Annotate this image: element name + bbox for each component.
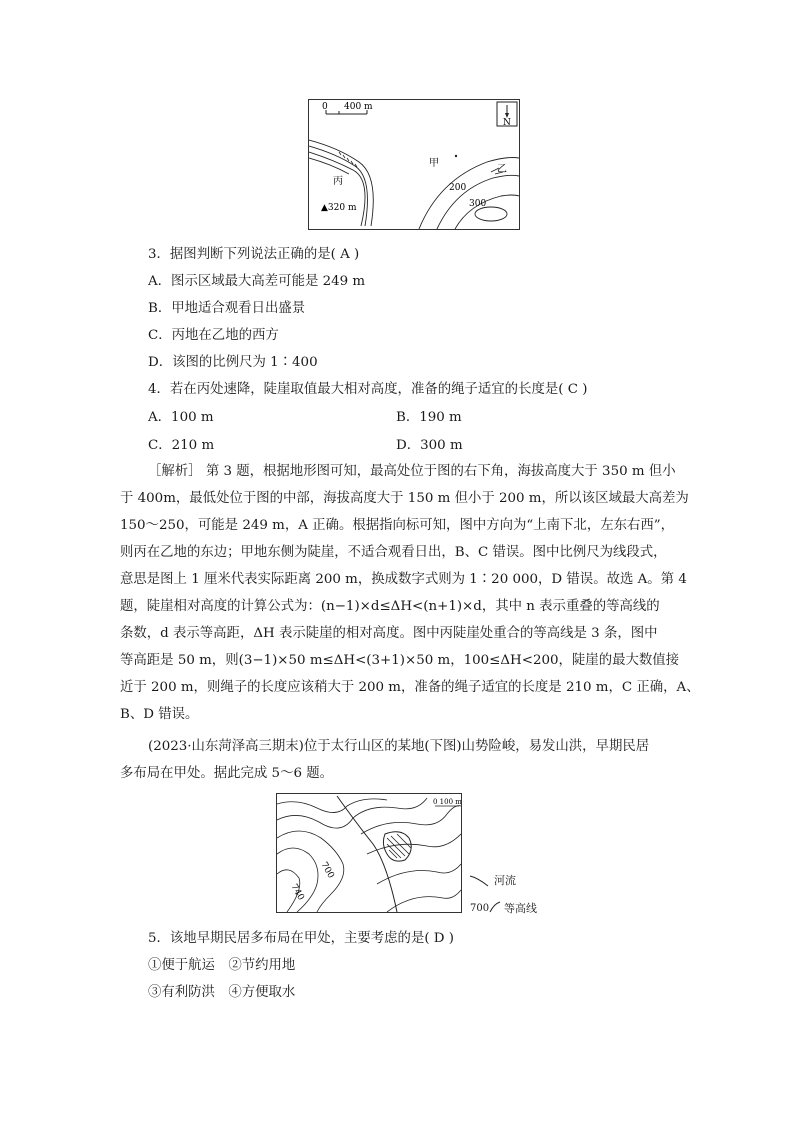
contour-line bbox=[309, 152, 365, 226]
q5-options-34: ③有利防洪 ④方便取水 bbox=[148, 985, 296, 1000]
q4-option-b: B．190 m bbox=[396, 410, 462, 425]
q4-option-a: A．100 m bbox=[148, 410, 214, 425]
scale-label: 400 m bbox=[344, 102, 373, 112]
contour-line bbox=[367, 834, 461, 854]
contour-200-label: 200 bbox=[449, 183, 467, 193]
analysis-line: 则丙在乙地的东边；甲地东侧为陡崖，不适合观看日出，B、C 错误。图中比例尺为线段式， bbox=[120, 545, 667, 560]
analysis-line: 等高距是 50 m，则(3−1)×50 m≤ΔH<(3+1)×50 m，100≤ΔH<200，陡崖的最大数值接 bbox=[120, 653, 680, 668]
label-yi: 乙 bbox=[497, 164, 507, 175]
contour-line bbox=[361, 806, 461, 834]
map2-scale-label: 0 100 m bbox=[433, 798, 461, 806]
analysis-line: 意思是图上 1 厘米代表实际距离 200 m，换成数字式则为 1∶20 000，D 错误。故选 A。第 4 bbox=[120, 572, 687, 587]
contour-700-label: 700 bbox=[318, 860, 336, 881]
analysis-line: 150～250，可能是 249 m，A 正确。根据指向标可知，图中方向为“上南下北，左东右西”， bbox=[120, 518, 675, 533]
map2-svg bbox=[277, 794, 461, 912]
peak-label: ▲320 m bbox=[321, 203, 357, 213]
topographic-map-2 bbox=[276, 793, 462, 913]
q5-options-12: ①便于航运 ②节约用地 bbox=[148, 958, 296, 973]
topographic-map-1 bbox=[308, 99, 520, 230]
contour-740-label: 740 bbox=[288, 882, 306, 903]
analysis-line: 题，陡崖相对高度的计算公式为：(n−1)×d≤ΔH<(n+1)×d，其中 n 表示重叠的等高线的 bbox=[120, 599, 660, 614]
contour-line bbox=[475, 207, 507, 221]
label-bing: 丙 bbox=[333, 176, 343, 187]
legend-river: 河流 bbox=[494, 874, 516, 887]
q3-option-a: A．图示区域最大高差可能是 249 m bbox=[148, 274, 366, 289]
scale-zero: 0 bbox=[322, 102, 328, 112]
q3-option-c: C．丙地在乙地的西方 bbox=[148, 328, 279, 343]
q5-stem: 5．该地早期民居多布局在甲处，主要考虑的是( D ) bbox=[148, 931, 455, 946]
q4-stem: 4．若在丙处速降，陡崖取值最大相对高度，准备的绳子适宜的长度是( C ) bbox=[148, 382, 588, 397]
analysis-line: 近于 200 m，则绳子的长度应该稍大于 200 m，准备的绳子适宜的长度是 210 m，C 正确，A、 bbox=[120, 680, 700, 695]
contour-legend-icon bbox=[488, 900, 502, 914]
north-label: N bbox=[503, 118, 511, 128]
analysis-line: B、D 错误。 bbox=[120, 707, 199, 722]
contour-line bbox=[455, 195, 519, 229]
q4-option-c: C．210 m bbox=[148, 438, 215, 453]
q3-option-b: B．甲地适合观看日出盛景 bbox=[148, 301, 306, 316]
analysis-line: ［解析］ 第 3 题，根据地形图可知，最高处位于图的右下角，海拔高度大于 350 m 但小 bbox=[148, 464, 676, 479]
analysis-line: 于 400m，最低处位于图的中部，海拔高度大于 150 m 但小于 200 m，所以该区域最大高差为 bbox=[120, 491, 689, 506]
label-jia: 甲 bbox=[429, 158, 439, 169]
q3-stem: 3．据图判断下列说法正确的是( A ) bbox=[148, 247, 360, 262]
contour-line bbox=[277, 848, 318, 912]
q4-option-d: D．300 m bbox=[396, 438, 463, 453]
legend-contour: 等高线 bbox=[504, 902, 537, 915]
legend-contour-value: 700 bbox=[470, 903, 490, 914]
contour-300-label: 300 bbox=[469, 199, 487, 209]
contour-line bbox=[387, 890, 461, 912]
river-legend-icon bbox=[468, 872, 490, 888]
map1-svg bbox=[309, 100, 519, 229]
analysis-line: 条数，d 表示等高距，ΔH 表示陡崖的相对高度。图中丙陡崖处重合的等高线是 3 条，图中 bbox=[120, 626, 658, 641]
q3-option-d: D．该图的比例尺为 1∶400 bbox=[148, 355, 318, 370]
contour-line bbox=[277, 799, 387, 813]
intro-line-1: (2023·山东菏泽高三期末)位于太行山区的某地(下图)山势险峻，易发山洪，早期民居 bbox=[148, 739, 650, 754]
intro-line-2: 多布局在甲处。据此完成 5～6 题。 bbox=[120, 766, 334, 781]
